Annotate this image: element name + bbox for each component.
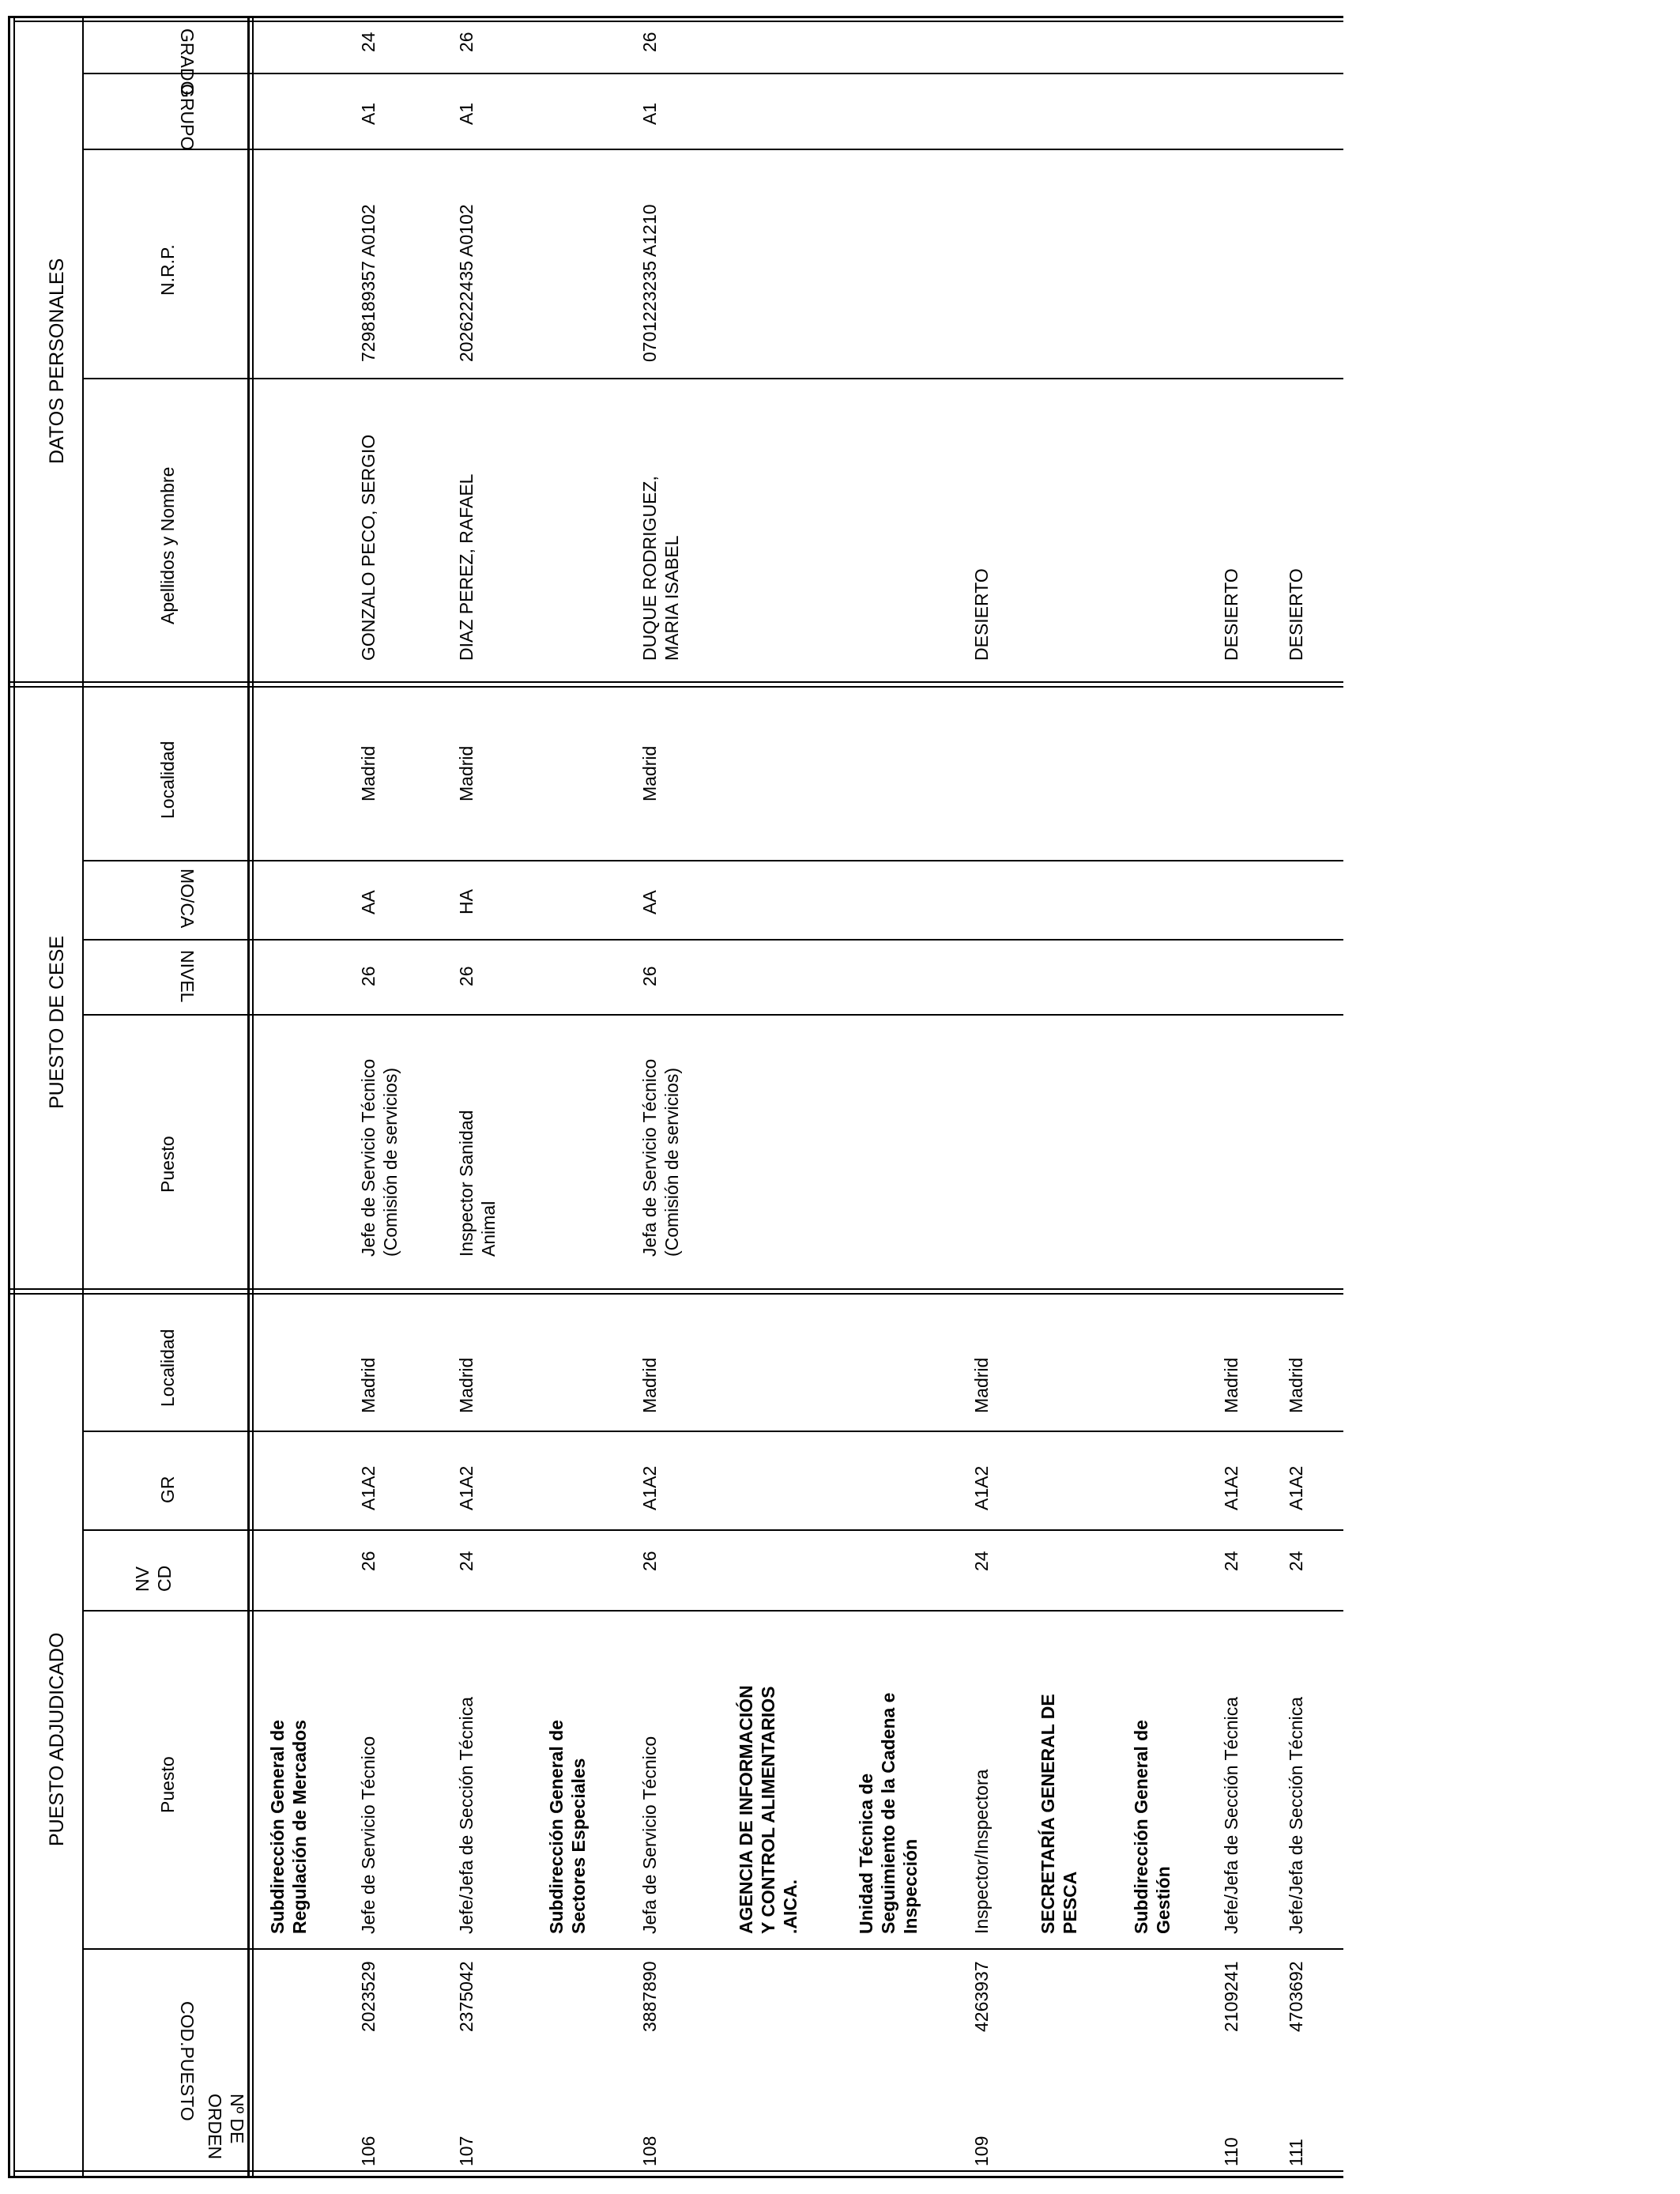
gr: A1A2 <box>358 1465 379 1510</box>
header-localidad: Localidad <box>157 1329 178 1407</box>
apellidos-nombre: DESIERTO <box>971 568 992 661</box>
col-sep <box>82 1948 1343 1950</box>
header-cese-localidad: Localidad <box>157 741 178 819</box>
header-nrp: N.R.P. <box>157 244 178 296</box>
apellidos-nombre: DUQUE RODRIGUEZ, MARIA ISABEL <box>639 476 682 661</box>
col-sep <box>82 1529 1343 1531</box>
nrp: 7298189357 A0102 <box>358 204 379 362</box>
grupo: A1 <box>358 102 379 125</box>
col-sep <box>82 1431 1343 1432</box>
header-apellidos: Apellidos y Nombre <box>157 466 178 624</box>
localidad: Madrid <box>358 1357 379 1413</box>
header-cese-puesto: Puesto <box>157 1136 178 1193</box>
group-header-adjudicado: PUESTO ADJUDICADO <box>46 1632 68 1846</box>
grado: 24 <box>358 32 379 52</box>
grupo: A1 <box>639 102 660 125</box>
cod-puesto: 4703692 <box>1286 1961 1306 2032</box>
frame-top-inner <box>13 21 1343 22</box>
cese-nivel: 26 <box>456 966 477 986</box>
group-header-divider <box>82 16 84 2178</box>
gr: A1A2 <box>639 1465 660 1510</box>
gr: A1A2 <box>1286 1465 1306 1510</box>
orden: 110 <box>1221 2137 1241 2166</box>
frame-left-inner <box>13 16 15 2178</box>
grado: 26 <box>456 32 477 52</box>
header-body-divider <box>247 16 250 2178</box>
cese-moca: AA <box>639 890 660 914</box>
section-heading: AGENCIA DE INFORMACIÓN Y CONTROL ALIMENTARIOS .AICA. <box>736 1685 800 1934</box>
orden: 107 <box>456 2136 477 2166</box>
frame-bottom <box>8 2176 1343 2178</box>
header-orden: Nº DE ORDEN <box>205 2094 247 2160</box>
gr: A1A2 <box>971 1465 992 1510</box>
nv-cd: 24 <box>971 1551 992 1571</box>
col-sep <box>82 1014 1343 1016</box>
header-body-divider-inner <box>252 16 254 2178</box>
frame-left <box>8 16 10 2178</box>
group-sep-1b <box>8 1293 1343 1295</box>
group-header-cese: PUESTO DE CESE <box>46 935 68 1109</box>
header-cese-moca: MO/CA <box>177 869 198 929</box>
col-sep <box>82 73 1343 74</box>
puesto: Inspector/Inspectora <box>971 1769 992 1934</box>
cod-puesto: 2109241 <box>1221 1961 1241 2032</box>
apellidos-nombre: DESIERTO <box>1221 568 1241 661</box>
cese-localidad: Madrid <box>456 745 477 801</box>
cese-moca: AA <box>358 890 379 914</box>
cese-puesto: Inspector Sanidad Animal <box>456 1110 499 1257</box>
nv-cd: 26 <box>639 1551 660 1571</box>
section-heading: Subdirección General de Sectores Especiales <box>546 1720 589 1934</box>
cese-puesto: Jefe de Servicio Técnico (Comisión de servicios) <box>358 1058 401 1257</box>
cod-puesto: 3887890 <box>639 1961 660 2032</box>
localidad: Madrid <box>1221 1357 1241 1413</box>
group-sep-2 <box>8 681 1343 683</box>
section-heading: Subdirección General de Gestión <box>1131 1720 1173 1934</box>
apellidos-nombre: DIAZ PEREZ, RAFAEL <box>456 473 477 661</box>
section-heading: SECRETARÍA GENERAL DE PESCA <box>1038 1694 1080 1934</box>
localidad: Madrid <box>639 1357 660 1413</box>
puesto: Jefa de Servicio Técnico <box>639 1736 660 1934</box>
nrp: 2026222435 A0102 <box>456 204 477 362</box>
col-sep <box>82 378 1343 379</box>
header-puesto: Puesto <box>157 1756 178 1813</box>
cese-moca: HA <box>456 889 477 914</box>
cese-localidad: Madrid <box>639 745 660 801</box>
apellidos-nombre: GONZALO PECO, SERGIO <box>358 434 379 661</box>
nv-cd: 24 <box>1286 1551 1306 1571</box>
puesto: Jefe/Jefa de Sección Técnica <box>1286 1696 1306 1934</box>
nv-cd: 24 <box>1221 1551 1241 1571</box>
group-sep-1 <box>8 1288 1343 1290</box>
col-sep <box>82 1610 1343 1612</box>
header-nv-cd: NV CD <box>132 1565 175 1592</box>
grupo: A1 <box>456 102 477 125</box>
gr: A1A2 <box>1221 1465 1241 1510</box>
cese-nivel: 26 <box>358 966 379 986</box>
orden: 108 <box>639 2136 660 2166</box>
grado: 26 <box>639 32 660 52</box>
nrp: 0701223235 A1210 <box>639 204 660 362</box>
localidad: Madrid <box>971 1357 992 1413</box>
cod-puesto: 2023529 <box>358 1961 379 2032</box>
gr: A1A2 <box>456 1465 477 1510</box>
localidad: Madrid <box>456 1357 477 1413</box>
col-sep <box>82 149 1343 150</box>
header-gr: GR <box>157 1476 178 1503</box>
col-sep <box>82 860 1343 861</box>
cod-puesto: 4263937 <box>971 1961 992 2032</box>
cese-localidad: Madrid <box>358 745 379 801</box>
orden: 111 <box>1286 2139 1306 2166</box>
cese-nivel: 26 <box>639 966 660 986</box>
puesto: Jefe de Servicio Técnico <box>358 1736 379 1934</box>
puesto: Jefe/Jefa de Sección Técnica <box>456 1696 477 1934</box>
puesto: Jefe/Jefa de Sección Técnica <box>1221 1696 1241 1934</box>
section-heading: Subdirección General de Regulación de Mercados <box>267 1720 310 1934</box>
group-sep-2b <box>8 686 1343 688</box>
header-cese-nivel: NIVEL <box>177 950 198 1003</box>
cod-puesto: 2375042 <box>456 1961 477 2032</box>
orden: 106 <box>358 2136 379 2166</box>
frame-bottom-inner <box>13 2170 1343 2172</box>
localidad: Madrid <box>1286 1357 1306 1413</box>
col-sep <box>82 939 1343 941</box>
orden: 109 <box>971 2136 992 2166</box>
nv-cd: 26 <box>358 1551 379 1571</box>
apellidos-nombre: DESIERTO <box>1286 568 1306 661</box>
header-cod-puesto: COD.PUESTO <box>177 2001 198 2121</box>
frame-top <box>8 16 1343 18</box>
section-heading: Unidad Técnica de Seguimiento de la Cadena e Inspección <box>856 1692 921 1934</box>
nv-cd: 24 <box>456 1551 477 1571</box>
header-grado: GRADO <box>177 28 198 96</box>
header-grupo: GRUPO <box>177 84 198 151</box>
cese-puesto: Jefa de Servicio Técnico (Comisión de servicios) <box>639 1058 682 1257</box>
group-header-personales: DATOS PERSONALES <box>46 258 68 464</box>
